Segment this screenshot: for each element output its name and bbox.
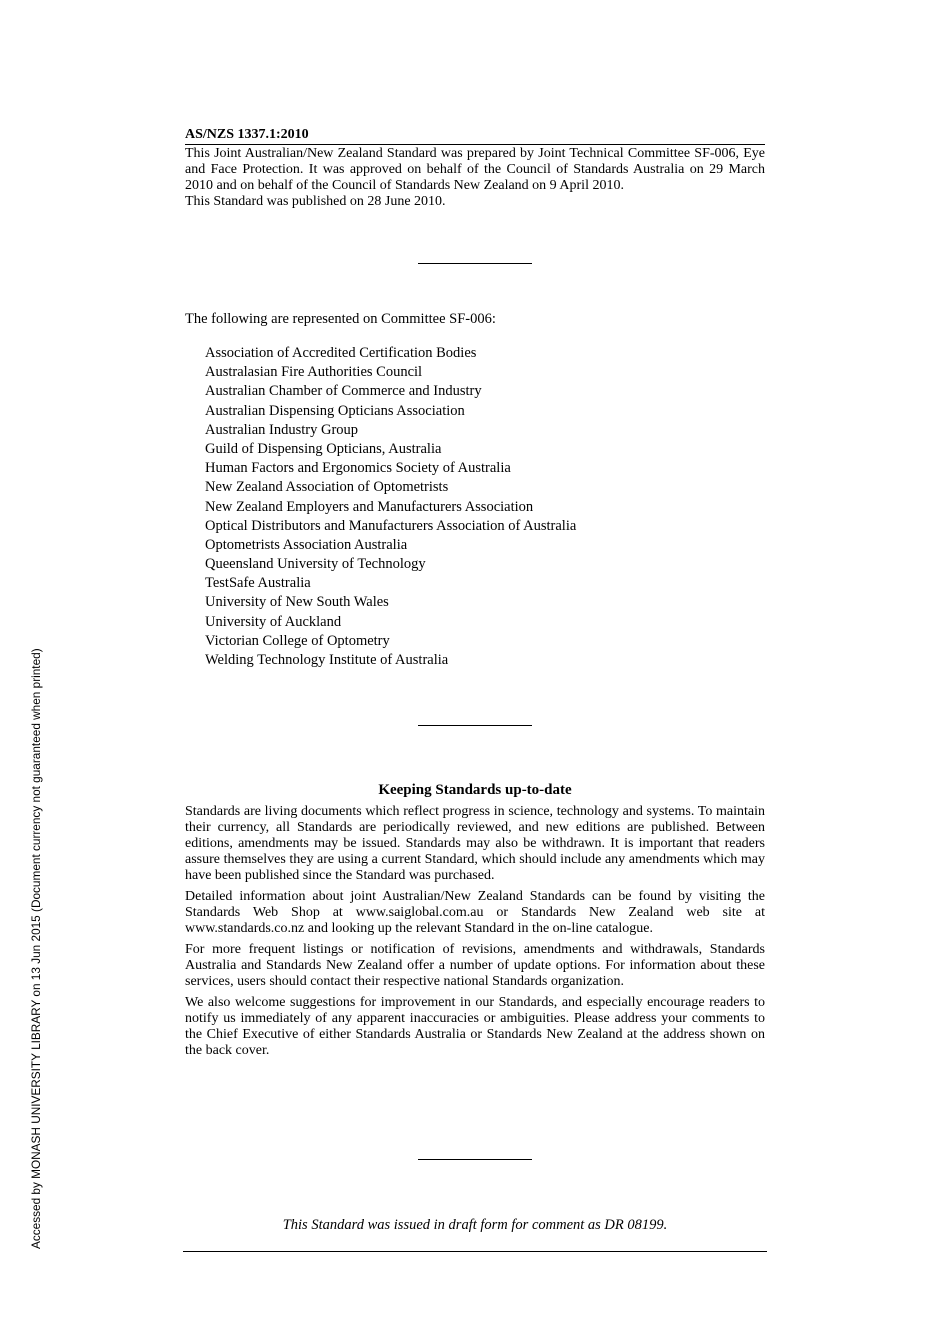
committee-member: Guild of Dispensing Opticians, Australia xyxy=(205,440,442,457)
intro-block xyxy=(185,146,765,210)
section-divider xyxy=(418,263,532,264)
committee-member: Queensland University of Technology xyxy=(205,556,426,573)
keeping-paragraph: Standards are living documents which reflect progress in science, technology and systems. To maintain their currency, all Standards are periodically reviewed, and new editions are published. Between editions, amendments may be issued. Standards may also be withdrawn. It is important that readers assure themselves they are using a current Standard, which should include any amendments which may have been published since the Standard was purchased. xyxy=(185,804,765,883)
committee-member: Optometrists Association Australia xyxy=(205,536,408,553)
committee-member: University of New South Wales xyxy=(205,594,389,611)
draft-note: This Standard was issued in draft form for comment as DR 08199. xyxy=(282,1217,668,1233)
keeping-standards-heading: Keeping Standards up-to-date xyxy=(378,782,572,798)
keeping-paragraph: We also welcome suggestions for improvement in our Standards, and especially encourage readers to notify us immediately of any apparent inaccuracies or ambiguities. Please address your comments to the Chief Executive of either Standards Australia or Standards New Zealand at the address shown on the back cover. xyxy=(185,995,765,1058)
keeping-paragraph: For more frequent listings or notification of revisions, amendments and withdrawals, Standards Australia and Standards New Zealand offer a number of update options. For information about these services, users should contact their respective national Standards organization. xyxy=(185,942,765,989)
keeping-standards-body xyxy=(185,804,765,1064)
committee-member-list xyxy=(205,345,576,671)
committee-member: Australasian Fire Authorities Council xyxy=(205,364,423,381)
committee-member: New Zealand Employers and Manufacturers Association xyxy=(205,498,534,515)
committee-member: Association of Accredited Certification Bodies xyxy=(205,345,477,361)
publication-date: This Standard was published on 28 June 2010. xyxy=(185,194,446,209)
committee-member: Welding Technology Institute of Australia xyxy=(205,652,449,668)
section-divider xyxy=(418,725,532,726)
committee-member: Human Factors and Ergonomics Society of Australia xyxy=(205,460,511,477)
committee-member: Australian Chamber of Commerce and Industry xyxy=(205,383,482,400)
committee-member: New Zealand Association of Optometrists xyxy=(205,479,449,496)
standard-identifier: AS/NZS 1337.1:2010 xyxy=(185,127,765,145)
committee-member: University of Auckland xyxy=(205,613,342,630)
committee-intro: The following are represented on Committee SF-006: xyxy=(185,311,496,327)
access-watermark: Accessed by MONASH UNIVERSITY LIBRARY on 13 Jun 2015 (Document currency not guaranteed when printed) xyxy=(29,648,43,1249)
footer-rule xyxy=(183,1251,767,1252)
section-divider xyxy=(418,1159,532,1160)
committee-member: TestSafe Australia xyxy=(205,575,311,592)
committee-member: Optical Distributors and Manufacturers Association of Australia xyxy=(205,517,577,534)
keeping-paragraph: Detailed information about joint Australian/New Zealand Standards can be found by visiting the Standards Web Shop at www.saiglobal.com.au or Standards New Zealand web site at www.standards.co.nz and looking up the relevant Standard in the on-line catalogue. xyxy=(185,889,765,936)
committee-member: Victorian College of Optometry xyxy=(205,632,390,649)
committee-member: Australian Industry Group xyxy=(205,421,359,438)
intro-paragraph: This Joint Australian/New Zealand Standard was prepared by Joint Technical Committee SF-006, Eye and Face Protection. It was approved on behalf of the Council of Standards Australia on 29 March 2010 and on behalf of the Council of Standards New Zealand on 9 April 2010. xyxy=(185,146,765,193)
committee-member: Australian Dispensing Opticians Association xyxy=(205,402,465,419)
